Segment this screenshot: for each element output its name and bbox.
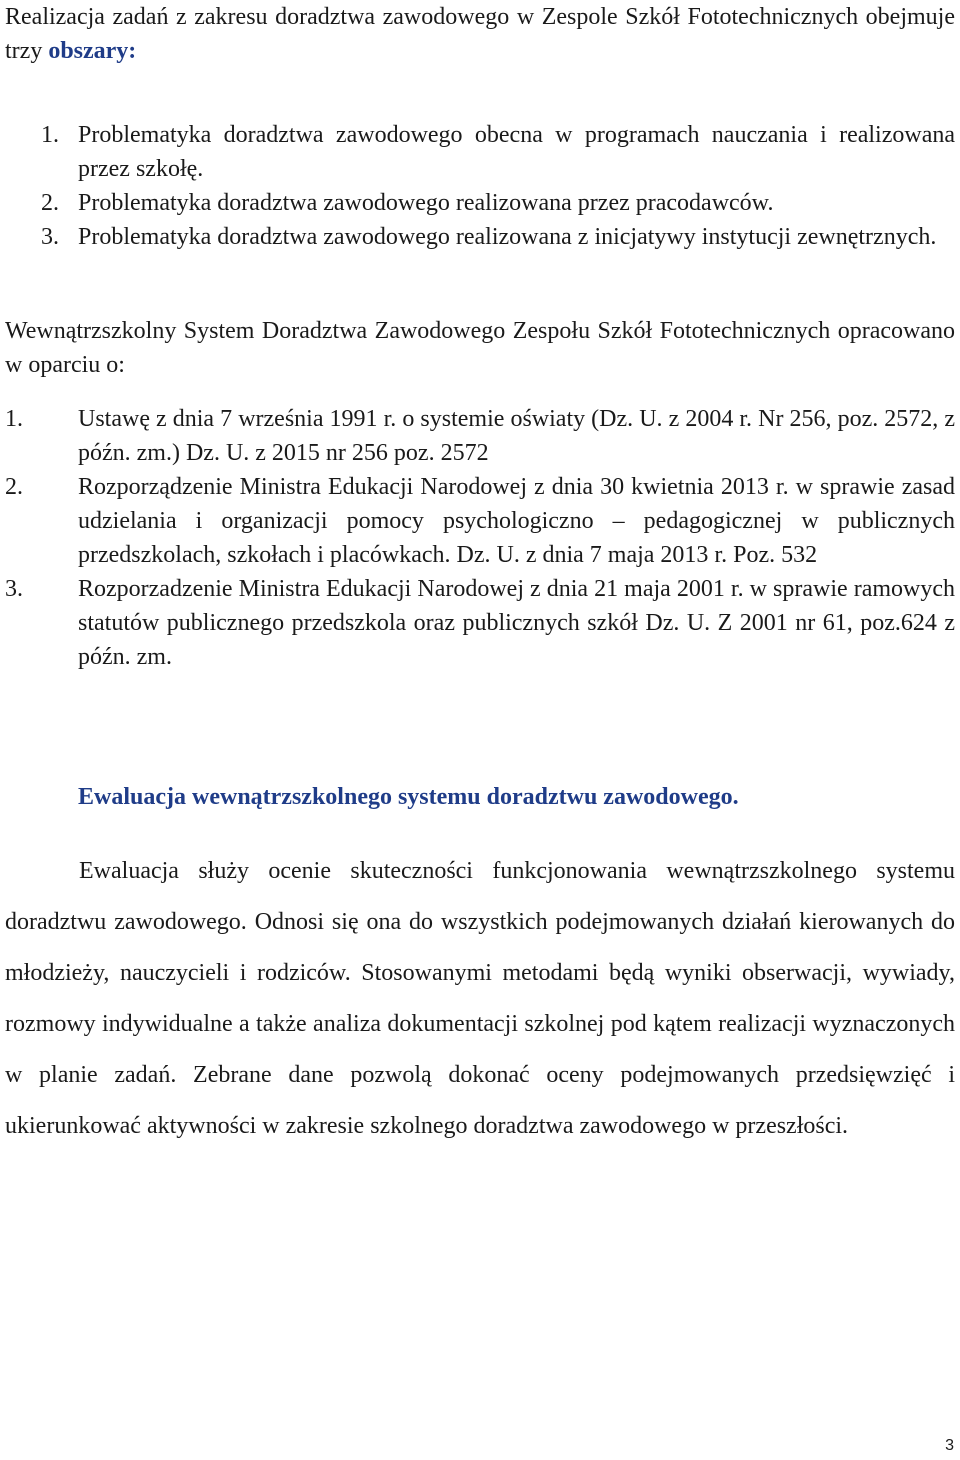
page-number: 3	[945, 1437, 954, 1454]
list-item	[41, 118, 955, 186]
wsdz-intro-paragraph: Wewnątrzszkolny System Doradztwa Zawodowego Zespołu Szkół Fototechnicznych opracowano w oparciu o:	[5, 318, 955, 378]
intro-text: Realizacja zadań z zakresu doradztwa zawodowego w Zespole Szkół Fototechnicznych obejmuje trzy	[5, 4, 955, 64]
list-item-number: 1.	[5, 406, 23, 432]
list-item-text: Rozporządzenie Ministra Edukacji Narodowej z dnia 30 kwietnia 2013 r. w sprawie zasad udzielania i organizacji pomocy psychologiczno – pedagogicznej w publicznych przedszkolach, szkołach i placówkach. Dz. U. z dnia 7 maja 2013 r. Poz. 532	[78, 474, 955, 568]
list-item-number: 2.	[41, 190, 59, 216]
list-item	[5, 402, 955, 470]
evaluation-text: Ewaluacja służy ocenie skuteczności funkcjonowania wewnątrzszkolnego systemu doradztwu zawodowego. Odnosi się ona do wszystkich podejmowanych działań kierowanych do młodzieży, nauczycieli i rodziców. Stosowanymi metodami będą wyniki obserwacji, wywiady, rozmowy indywidualne a także analiza dokumentacji szkolnej pod kątem realizacji wyznaczonych w planie zadań. Zebrane dane pozwolą dokonać oceny podejmowanych przedsięwzięć i ukierunkować aktywności w zakresie szkolnego doradztwa zawodowego w przeszłości.	[5, 858, 955, 1139]
list-item-text: Problematyka doradztwa zawodowego obecna w programach nauczania i realizowana przez szkołę.	[78, 122, 955, 182]
list-item-number: 2.	[5, 474, 23, 500]
list-item-text: Ustawę z dnia 7 września 1991 r. o systemie oświaty (Dz. U. z 2004 r. Nr 256, poz. 2572, z późn. zm.) Dz. U. z 2015 nr 256 poz. 2572	[78, 406, 955, 466]
intro-paragraph	[5, 0, 955, 68]
list-item-number: 3.	[5, 576, 23, 602]
section-heading: Ewaluacja wewnątrzszkolnego systemu doradztwu zawodowego.	[78, 784, 739, 810]
list-item	[5, 470, 955, 572]
areas-list	[41, 118, 955, 254]
list-item	[41, 186, 955, 220]
list-item-number: 1.	[41, 122, 59, 148]
list-item-text: Problematyka doradztwa zawodowego realizowana z inicjatywy instytucji zewnętrznych.	[78, 224, 937, 250]
intro-highlight: obszary:	[48, 38, 137, 64]
list-item	[41, 220, 955, 254]
list-item-number: 3.	[41, 224, 59, 250]
list-item-text: Rozporzadzenie Ministra Edukacji Narodowej z dnia 21 maja 2001 r. w sprawie ramowych statutów publicznego przedszkola oraz publicznych szkół Dz. U. Z 2001 nr 61, poz.624 z późn. zm.	[78, 576, 955, 670]
list-item-text: Problematyka doradztwa zawodowego realizowana przez pracodawców.	[78, 190, 774, 216]
legal-basis-list	[5, 402, 955, 674]
evaluation-paragraph	[5, 846, 955, 1152]
list-item	[5, 572, 955, 674]
